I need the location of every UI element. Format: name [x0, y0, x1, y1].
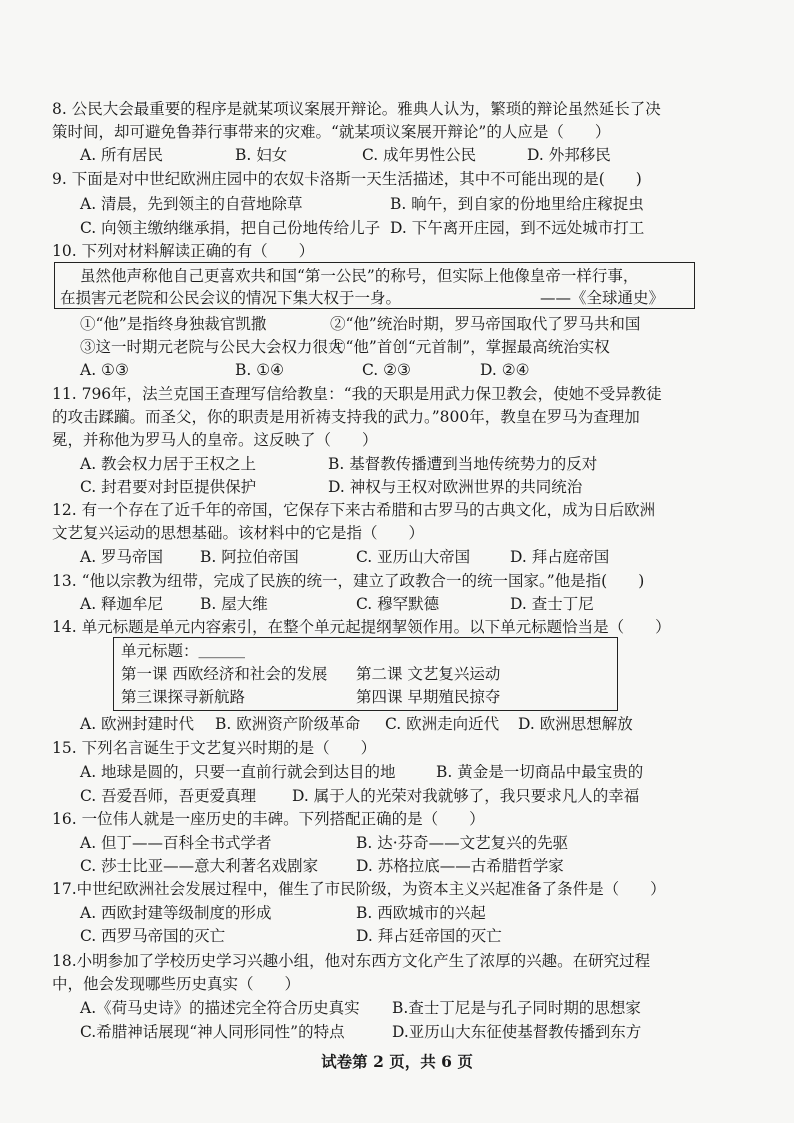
q14-unit-title: 单元标题：＿＿＿	[121, 642, 246, 660]
q10-stem: 10. 下列对材料解读正确的有（ ）	[52, 242, 315, 260]
q8-stem-line1: 8. 公民大会最重要的程序是就某项议案展开辩论。雅典人认为，繁琐的辩论虽然延长了决	[52, 100, 661, 118]
q18-option-c: C.希腊神话展现“神人同形同性”的特点	[80, 1023, 345, 1041]
q14-lesson-4: 第四课 早期殖民掠夺	[356, 688, 501, 706]
q13-option-c: C. 穆罕默德	[356, 595, 440, 613]
q18-option-d: D.亚历山大东征使基督教传播到东方	[392, 1023, 642, 1041]
q13-option-d: D. 查士丁尼	[510, 595, 594, 613]
q11-option-c: C. 封君要对封臣提供保护	[80, 478, 257, 496]
q11-stem-line1: 11. 796年，法兰克国王查理写信给教皇：“我的天职是用武力保卫教会，使她不受异教徒	[52, 385, 662, 403]
q12-option-c: C. 亚历山大帝国	[356, 548, 471, 566]
q13-option-a: A. 释迦牟尼	[80, 595, 164, 613]
q8-option-d: D. 外邦移民	[527, 146, 611, 164]
q10-material-line1: 虽然他声称他自己更喜欢共和国“第一公民”的称号，但实际上他像皇帝一样行事，	[80, 267, 639, 285]
q11-stem-line2: 的攻击蹂躏。而圣父，你的职责是用祈祷支持我的武力。”800年，教皇在罗马为查理加	[52, 408, 640, 426]
q10-statement-2: ②“他”统治时期，罗马帝国取代了罗马共和国	[330, 315, 641, 333]
q9-option-b: B. 晌午，到自家的份地里给庄稼捉虫	[390, 195, 644, 213]
q12-option-b: B. 阿拉伯帝国	[200, 548, 299, 566]
q14-lesson-2: 第二课 文艺复兴运动	[356, 665, 501, 683]
q10-material-source: ——《全球通史》	[540, 289, 665, 307]
q10-statement-4: ④“他”首创“元首制”，掌握最高统治实权	[330, 338, 610, 356]
q9-stem: 9. 下面是对中世纪欧洲庄园中的农奴卡洛斯一天生活描述，其中不可能出现的是( )	[52, 170, 642, 188]
q16-option-a: A. 但丁——百科全书式学者	[80, 834, 272, 852]
q12-stem-line1: 12. 有一个存在了近千年的帝国，它保存下来古希腊和古罗马的古典文化，成为日后欧洲	[52, 501, 656, 519]
q10-option-c: C. ②③	[362, 361, 411, 379]
q11-stem-line3: 冕，并称他为罗马人的皇帝。这反映了（ ）	[52, 431, 378, 449]
q15-stem: 15. 下列名言诞生于文艺复兴时期的是（ ）	[52, 739, 377, 757]
q17-option-c: C. 西罗马帝国的灭亡	[80, 927, 226, 945]
q17-option-b: B. 西欧城市的兴起	[356, 904, 486, 922]
q15-option-b: B. 黄金是一切商品中最宝贵的	[436, 763, 644, 781]
page-footer: 试卷第 2 页，共 6 页	[321, 1052, 473, 1071]
q11-option-a: A. 教会权力居于王权之上	[80, 455, 257, 473]
q16-stem: 16. 一位伟人就是一座历史的丰碑。下列搭配正确的是（ ）	[52, 810, 485, 828]
q10-option-b: B. ①④	[235, 361, 285, 379]
q15-option-a: A. 地球是圆的，只要一直前行就会到达目的地	[80, 763, 396, 781]
q14-option-d: D. 欧洲思想解放	[518, 715, 633, 733]
q13-option-b: B. 屋大维	[200, 595, 268, 613]
q17-option-d: D. 拜占廷帝国的灭亡	[356, 927, 502, 945]
q11-option-b: B. 基督教传播遭到当地传统势力的反对	[328, 455, 598, 473]
q9-option-c: C. 向领主缴纳继承捐，把自己份地传给儿子	[80, 219, 381, 237]
q14-option-c: C. 欧洲走向近代	[385, 715, 500, 733]
q18-stem-line2: 中，他会发现哪些历史真实（ ）	[52, 975, 301, 993]
q14-stem: 14. 单元标题是单元内容索引，在整个单元起提纲挈领作用。以下单元标题恰当是（ ）	[52, 618, 671, 636]
q12-option-a: A. 罗马帝国	[80, 548, 164, 566]
q10-statement-1: ①“他”是指终身独裁官凯撒	[80, 315, 267, 333]
q17-stem: 17.中世纪欧洲社会发展过程中，催生了市民阶级，为资本主义兴起准备了条件是（ ）	[52, 880, 666, 898]
q8-stem-line2: 策时间，却可避免鲁莽行事带来的灾难。“就某项议案展开辩论”的人应是（ ）	[52, 123, 611, 141]
q9-option-a: A. 清晨，先到领主的自营地除草	[80, 195, 303, 213]
q16-option-b: B. 达·芬奇——文艺复兴的先驱	[356, 834, 569, 852]
q12-stem-line2: 文艺复兴运动的思想基础。该材料中的它是指（ ）	[52, 524, 425, 542]
q12-option-d: D. 拜占庭帝国	[510, 548, 610, 566]
q8-option-b: B. 妇女	[235, 146, 288, 164]
q10-option-a: A. ①③	[80, 361, 129, 379]
q18-option-b: B.查士丁尼是与孔子同时期的思想家	[392, 999, 641, 1017]
q14-lesson-3: 第三课探寻新航路	[121, 688, 246, 706]
q10-material-line2: 在损害元老院和公民会议的情况下集大权于一身。	[60, 289, 402, 307]
q17-option-a: A. 西欧封建等级制度的形成	[80, 904, 272, 922]
q18-stem-line1: 18.小明参加了学校历史学习兴趣小组，他对东西方文化产生了浓厚的兴趣。在研究过程	[52, 952, 651, 970]
q16-option-d: D. 苏格拉底——古希腊哲学家	[356, 857, 564, 875]
q15-option-c: C. 吾爱吾师，吾更爱真理	[80, 787, 257, 805]
q14-option-a: A. 欧洲封建时代	[80, 715, 195, 733]
q16-option-c: C. 莎士比亚——意大利著名戏剧家	[80, 857, 319, 875]
q8-option-a: A. 所有居民	[80, 146, 164, 164]
q15-option-d: D. 属于人的光荣对我就够了，我只要求凡人的幸福	[292, 787, 640, 805]
q11-option-d: D. 神权与王权对欧洲世界的共同统治	[328, 478, 583, 496]
q10-option-d: D. ②④	[480, 361, 530, 379]
q9-option-d: D. 下午离开庄园，到不远处城市打工	[390, 219, 645, 237]
q10-statement-3: ③这一时期元老院与公民大会权力很大	[80, 338, 344, 356]
q14-option-b: B. 欧洲资产阶级革命	[215, 715, 361, 733]
q13-stem: 13. “他以宗教为纽带，完成了民族的统一，建立了政教合一的统一国家。”他是指( )	[52, 572, 645, 590]
q8-option-c: C. 成年男性公民	[362, 146, 477, 164]
q18-option-a: A.《荷马史诗》的描述完全符合历史真实	[80, 999, 360, 1017]
q14-lesson-1: 第一课 西欧经济和社会的发展	[121, 665, 328, 683]
